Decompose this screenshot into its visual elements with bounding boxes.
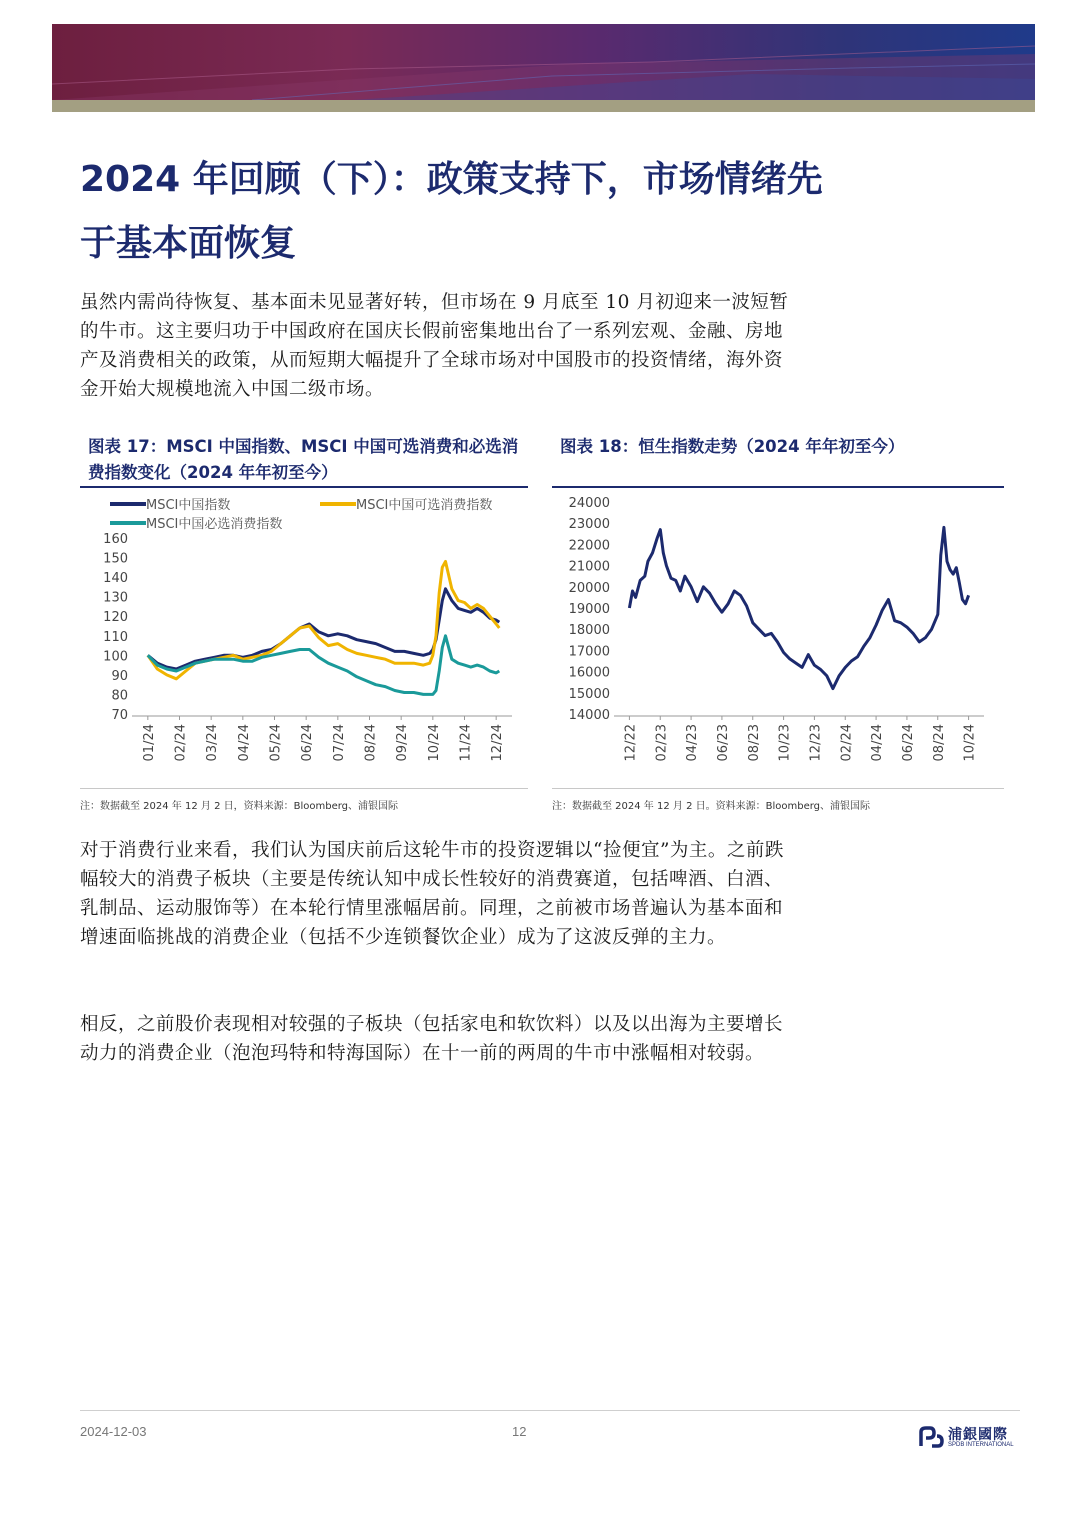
x-tick-label: 07/24: [331, 724, 347, 762]
y-tick-label: 15000: [568, 686, 610, 702]
figure-17-chart: [80, 490, 528, 790]
y-tick-label: 16000: [568, 665, 610, 681]
chart17-series: [148, 562, 500, 695]
chart17-legend: [110, 497, 492, 532]
series-line-2: [148, 636, 500, 695]
figure-18-rule: [552, 486, 1004, 488]
y-tick-label: 22000: [568, 538, 610, 554]
figure-17-note: 注：数据截至 2024 年 12 月 2 日，资料来源：Bloomberg、浦银国际: [80, 788, 528, 812]
x-tick-label: 09/24: [395, 724, 411, 762]
y-tick-label: 14000: [568, 708, 610, 723]
company-logo: [918, 1424, 1018, 1450]
y-tick-label: 20000: [568, 580, 610, 596]
y-tick-label: 140: [103, 571, 128, 587]
figure-18-chart: [552, 490, 1004, 790]
series-line-0: [148, 589, 500, 669]
x-tick-label: 12/22: [623, 724, 639, 762]
footer-date: 2024-12-03: [80, 1424, 147, 1439]
y-tick-label: 80: [111, 688, 128, 704]
legend-label-msci-staples: MSCI中国必选消费指数: [146, 517, 283, 532]
x-tick-label: 08/24: [931, 724, 947, 762]
paragraph-weaker-sectors: 相反，之前股价表现相对较强的子板块（包括家电和软饮料）以及以出海为主要增长动力的消费企业（泡泡玛特和特海国际）在十一前的两周的牛市中涨幅相对较弱。: [80, 1014, 784, 1064]
x-tick-label: 04/23: [685, 724, 701, 762]
y-tick-label: 24000: [568, 496, 610, 511]
x-tick-label: 04/24: [870, 724, 886, 762]
x-tick-label: 03/24: [205, 724, 221, 762]
y-tick-label: 18000: [568, 623, 610, 639]
x-tick-label: 11/24: [458, 724, 474, 762]
x-tick-label: 10/24: [426, 724, 442, 762]
x-tick-label: 06/24: [300, 724, 316, 762]
y-tick-label: 110: [103, 629, 128, 645]
x-tick-label: 10/24: [962, 724, 978, 762]
x-tick-label: 12/24: [490, 724, 506, 762]
chart17-x-axis: [132, 716, 512, 761]
y-tick-label: 100: [103, 649, 128, 665]
chart18-y-axis: [569, 496, 610, 723]
x-tick-label: 02/24: [173, 724, 189, 762]
x-tick-label: 02/24: [839, 724, 855, 762]
figure-18-title: 图表 18：恒生指数走势（2024 年年初至今）: [560, 437, 905, 456]
y-tick-label: 21000: [568, 559, 610, 575]
x-tick-label: 05/24: [268, 724, 284, 762]
spdb-logo-icon: [918, 1426, 944, 1448]
y-tick-label: 120: [103, 610, 128, 626]
x-tick-label: 02/23: [654, 724, 670, 762]
footer-divider: [80, 1410, 1020, 1411]
x-tick-label: 10/23: [777, 724, 793, 762]
legend-label-msci-discretionary: MSCI中国可选消费指数: [356, 498, 493, 513]
chart18-series: [629, 527, 968, 688]
chart17-y-axis: [103, 532, 128, 723]
page-number: 12: [512, 1424, 527, 1439]
paragraph-consumer-logic: 对于消费行业来看，我们认为国庆前后这轮牛市的投资逻辑以“捡便宜”为主。之前跌幅较大的消费子板块（主要是传统认知中成长性较好的消费赛道，包括啤酒、白酒、乳制品、运动服饰等）在本轮行情里涨幅居前。同理，之前被市场普遍认为基本面和增速面临挑战的消费企业（包括不少连锁餐饮企业）成为了这波反弹的主力。: [80, 840, 784, 948]
x-tick-label: 04/24: [236, 724, 252, 762]
y-tick-label: 130: [103, 590, 128, 606]
header-strip: [52, 100, 1035, 112]
y-tick-label: 90: [111, 668, 128, 684]
x-tick-label: 12/23: [808, 724, 824, 762]
x-tick-label: 08/23: [746, 724, 762, 762]
paragraph-intro: 虽然内需尚待恢复、基本面未见显著好转，但市场在 9 月底至 10 月初迎来一波短暂的牛市。这主要归功于中国政府在国庆长假前密集地出台了一系列宏观、金融、房地产及消费相关的政策，从而短期大幅提升了全球市场对中国股市的投资情绪，海外资金开始大规模地流入中国二级市场。: [80, 292, 789, 400]
legend-label-msci-china: MSCI中国指数: [146, 498, 231, 513]
header-banner: [52, 24, 1035, 100]
y-tick-label: 23000: [568, 517, 610, 533]
page-title: 2024 年回顾（下）：政策支持下，市场情绪先于基本面恢复: [80, 159, 823, 264]
figure-18-note: 注：数据截至 2024 年 12 月 2 日。资料来源：Bloomberg、浦银国际: [552, 788, 1004, 812]
figure-17-rule: [80, 486, 528, 488]
series-line-0: [629, 527, 968, 688]
y-tick-label: 19000: [568, 602, 610, 617]
y-tick-label: 160: [103, 532, 128, 547]
y-tick-label: 150: [103, 551, 128, 567]
x-tick-label: 06/23: [715, 724, 731, 762]
x-tick-label: 01/24: [141, 724, 157, 762]
figure-17-title: 图表 17：MSCI 中国指数、MSCI 中国可选消费和必选消费指数变化（2024 年年初至今）: [88, 437, 519, 482]
y-tick-label: 70: [111, 708, 128, 723]
x-tick-label: 08/24: [363, 724, 379, 762]
chart18-x-axis: [614, 716, 984, 761]
logo-text-en: SPDB INTERNATIONAL: [948, 1442, 1014, 1448]
x-tick-label: 06/24: [900, 724, 916, 762]
logo-text-cn: 浦銀國際: [948, 1427, 1008, 1443]
y-tick-label: 17000: [568, 644, 610, 660]
